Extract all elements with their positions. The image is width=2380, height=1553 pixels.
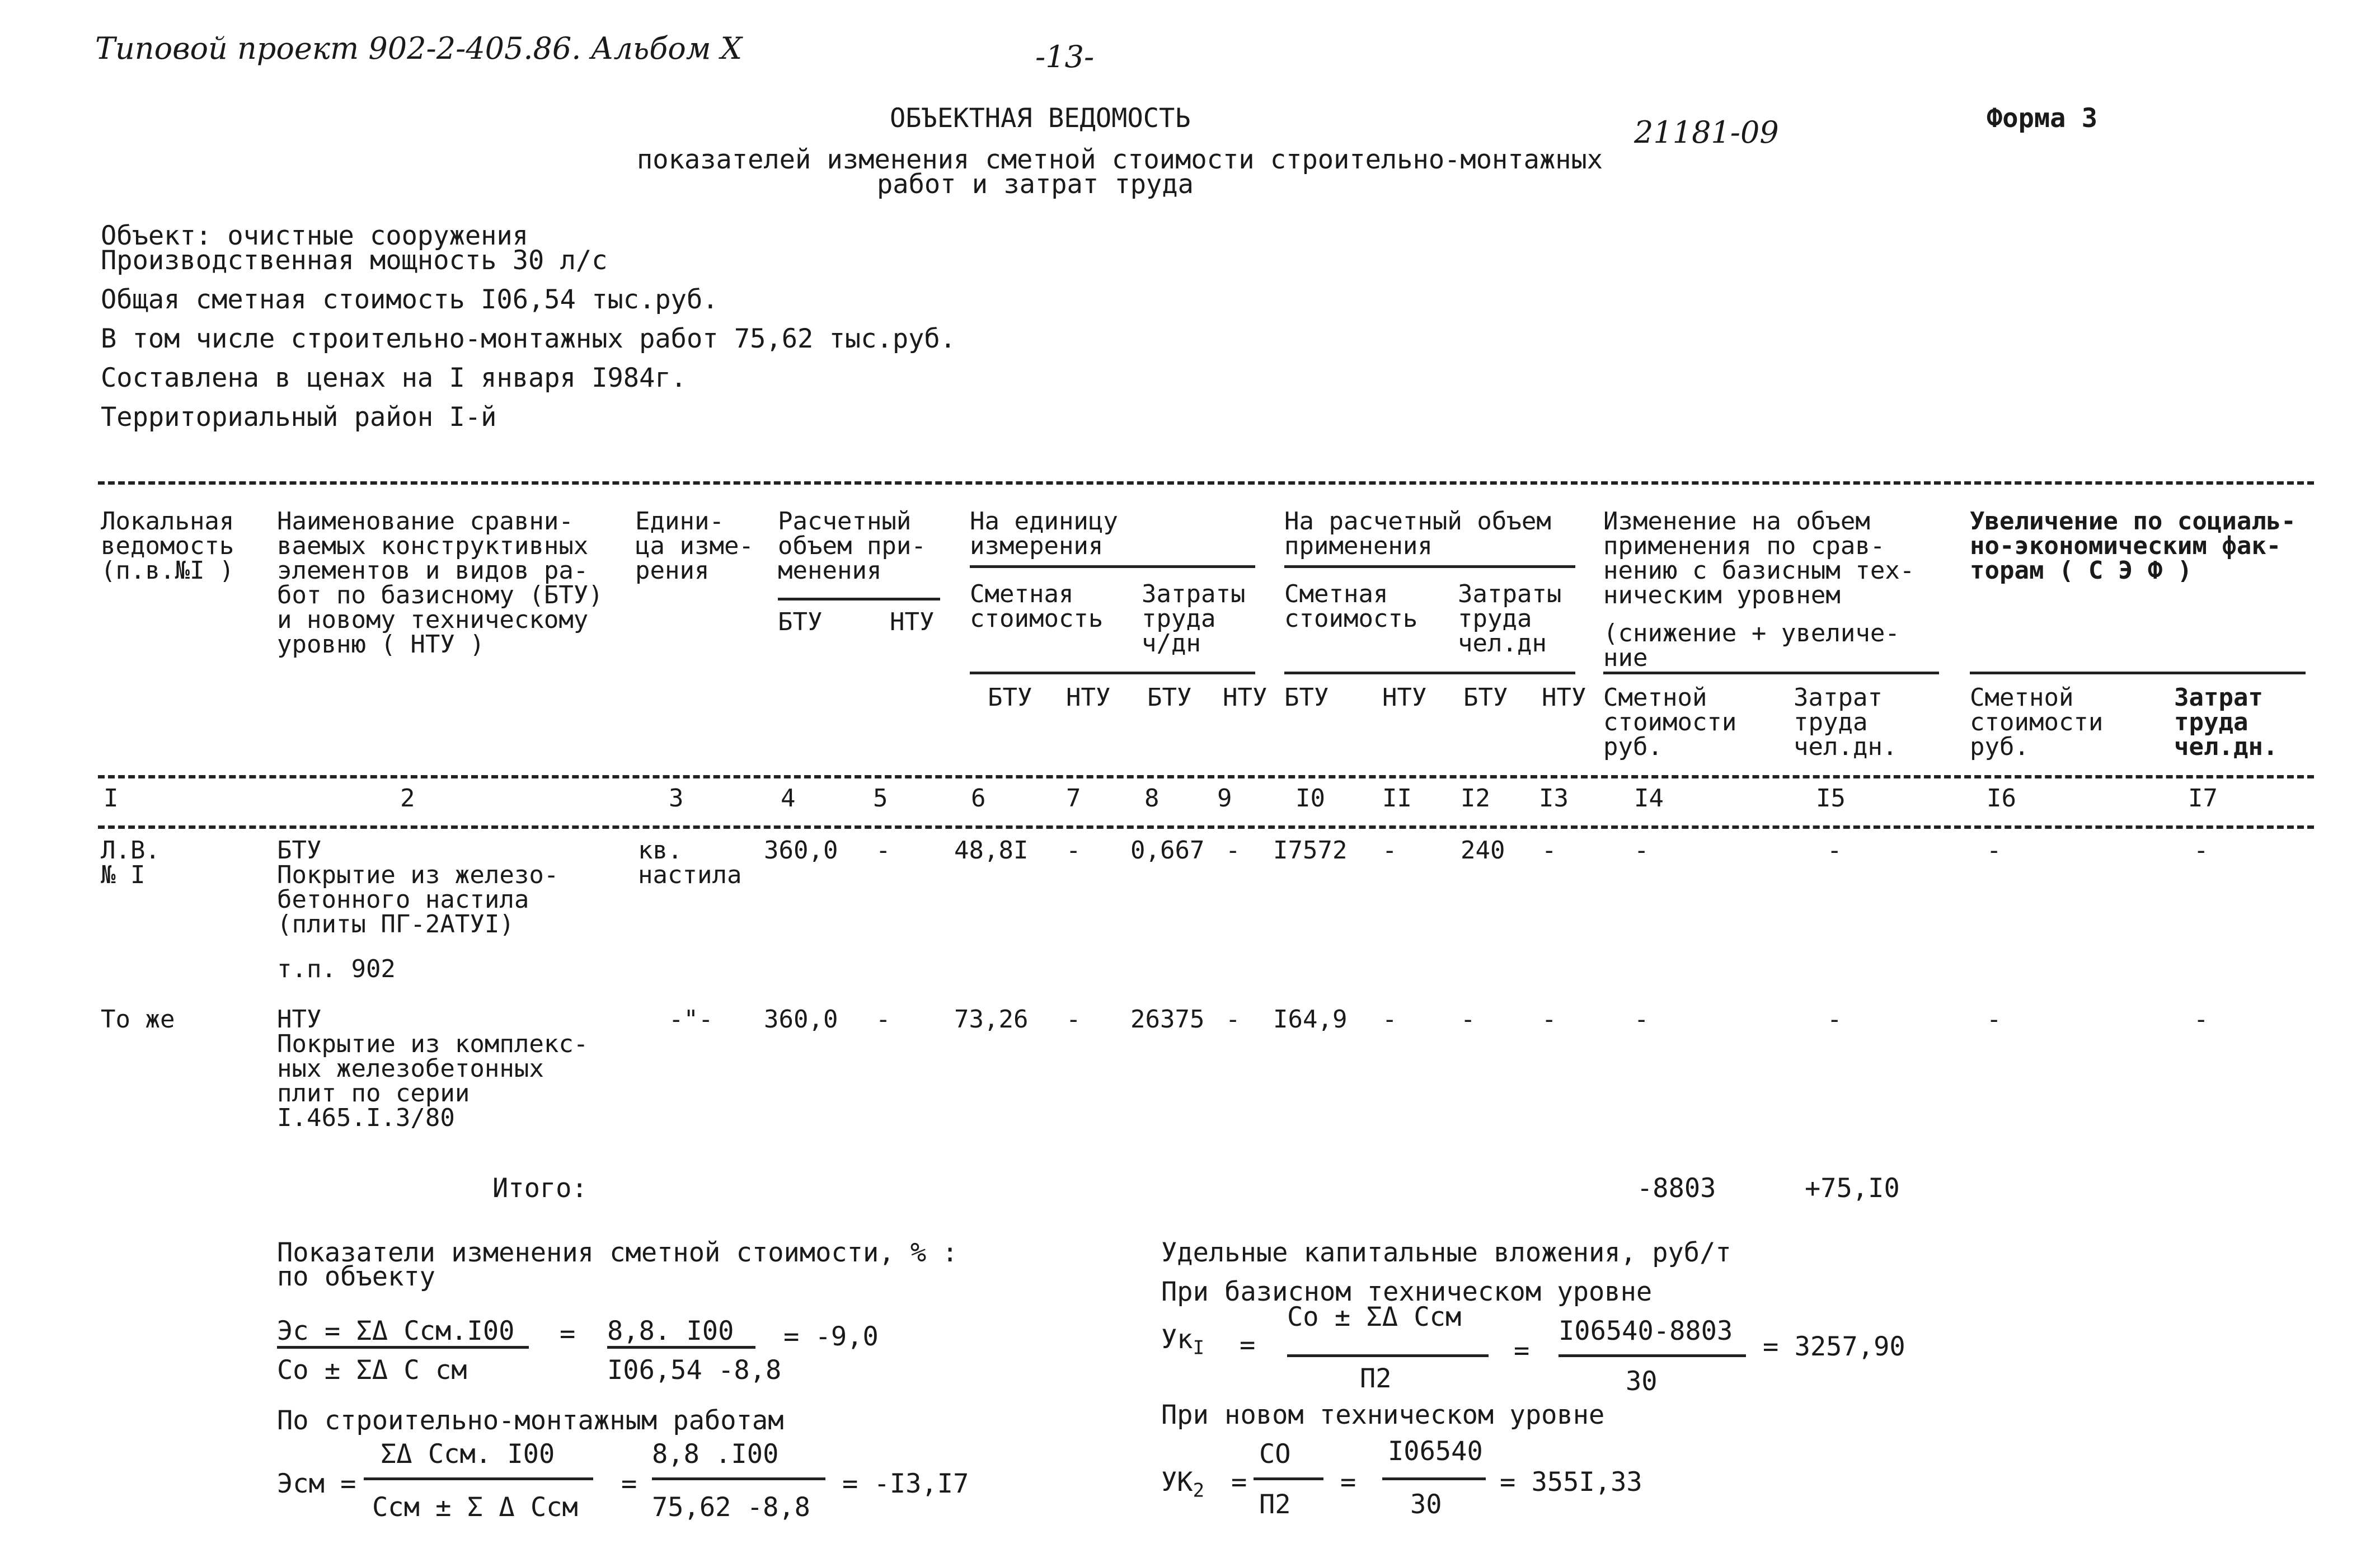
col-num-3: 3 (669, 784, 684, 813)
indicators-title: Показатели изменения сметной стоимости, % : (277, 1237, 958, 1268)
project-reference: Типовой проект 902-2-405.86. Альбом X (95, 31, 743, 66)
f1-fraction-bar-2 (607, 1346, 755, 1349)
f3-lhs: $Ук_I$ (1161, 1324, 1205, 1359)
f2-fraction-bar-2 (652, 1477, 825, 1480)
row1-col11: - (1382, 836, 1397, 865)
header-change-note: (снижение + увеличе- ние (1603, 619, 1900, 672)
header-col5-ntu: НТУ (890, 608, 935, 636)
col-num-17: I7 (2188, 784, 2218, 813)
header-col16: Сметной стоимости руб. (1970, 683, 2104, 761)
header-change: Изменение на объем применения по срав- нению с базисным тех- ническим уровнем (1603, 507, 1915, 609)
row2-element-name: НТУ Покрытие из комплекс- ных железобетонных плит по серии I.465.I.3/80 (277, 1005, 589, 1132)
document-number: 21181-09 (1634, 115, 1779, 150)
f4-denominator-2: 30 (1410, 1489, 1442, 1520)
col-num-15: I5 (1816, 784, 1846, 813)
f4-result: = 355I,33 (1500, 1467, 1642, 1498)
col-num-9: 9 (1217, 784, 1232, 813)
col-num-1: I (104, 784, 119, 813)
info-smr-cost: В том числе строительно-монтажных работ 75,62 тыс.руб. (101, 323, 956, 354)
info-prices: Составлена в ценах на I января I984г. (101, 363, 687, 393)
row1-col6: 48,8I (954, 836, 1029, 865)
header-rule-total-2 (1284, 672, 1575, 674)
row2-col14: - (1634, 1005, 1649, 1034)
row2-unit: -"- (669, 1005, 713, 1034)
row1-note: т.п. 902 (277, 955, 396, 983)
row1-col16: - (1987, 836, 2002, 865)
header-per-unit-cost: Сметная стоимость (970, 580, 1104, 633)
info-object: Объект: очистные сооружения (101, 220, 529, 251)
col-num-10: I0 (1295, 784, 1325, 813)
header-rule-volume (778, 598, 940, 600)
row2-col11: - (1382, 1005, 1397, 1034)
header-bottom-border (98, 775, 2314, 778)
header-per-unit: На единицу измерения (970, 507, 1118, 560)
row1-element-name: БТУ Покрытие из железо- бетонного настила (плиты ПГ-2АТУI) (277, 836, 559, 939)
col-num-7: 7 (1066, 784, 1081, 813)
doc-subtitle-2: работ и затрат труда (877, 169, 1194, 200)
page-number: -13- (1035, 39, 1095, 74)
row1-col12: 240 (1461, 836, 1505, 865)
header-rule-per-unit-2 (970, 672, 1255, 674)
header-local-sheet: Локальная ведомость (п.в.№I ) (101, 507, 234, 585)
total-col15: +75,I0 (1805, 1173, 1900, 1204)
row1-col13: - (1542, 836, 1557, 865)
doc-title: ОБЪЕКТНАЯ ВЕДОМОСТЬ (890, 103, 1191, 134)
row2-col6: 73,26 (954, 1005, 1029, 1034)
f4-numerator: СО (1259, 1439, 1291, 1470)
row2-local-sheet: То же (101, 1005, 175, 1034)
header-c11: НТУ (1382, 683, 1427, 712)
row2-col4: 360,0 (764, 1005, 838, 1034)
row2-col15: - (1827, 1005, 1842, 1034)
header-c12: БТУ (1463, 683, 1508, 712)
col-num-2: 2 (400, 784, 415, 813)
header-c13: НТУ (1542, 683, 1586, 712)
indicators-subtitle: по объекту (277, 1261, 435, 1292)
f4-numerator-2: I06540 (1388, 1436, 1483, 1467)
col-num-6: 6 (971, 784, 986, 813)
header-c9: НТУ (1223, 683, 1268, 712)
row2-col10: I64,9 (1273, 1005, 1348, 1034)
f3-result: = 3257,90 (1763, 1331, 1905, 1362)
f2-lhs: Эсм = (277, 1468, 356, 1499)
capital-title: Удельные капитальные вложения, руб/т (1161, 1237, 1731, 1268)
f2-denominator-2: 75,62 -8,8 (652, 1492, 810, 1523)
row2-col16: - (1987, 1005, 2002, 1034)
f2-denominator: Ссм ± Σ Δ Ссм (372, 1492, 578, 1523)
col-num-13: I3 (1539, 784, 1569, 813)
form-label: Форма 3 (1987, 103, 2098, 134)
header-element-name: Наименование сравни- ваемых конструктивных элементов и видов ра- бот по базисному (БТУ) и новому техническому уровню ( НТУ ) (277, 507, 603, 659)
header-c8: БТУ (1147, 683, 1192, 712)
f2-numerator: ΣΔ Ссм. I00 (381, 1439, 555, 1470)
header-calc-volume-total: На расчетный объем применения (1284, 507, 1551, 560)
col-num-8: 8 (1144, 784, 1160, 813)
row1-col17: - (2194, 836, 2209, 865)
f1-result: = -9,0 (783, 1321, 879, 1352)
col-num-5: 5 (873, 784, 888, 813)
f1-denominator-2: I06,54 -8,8 (607, 1355, 782, 1386)
f3-equals-2: = (1514, 1335, 1530, 1366)
row2-col17: - (2194, 1005, 2209, 1034)
header-total-labor: Затраты труда чел.дн (1458, 580, 1562, 658)
f1-denominator: Со ± ΣΔ С см (277, 1355, 467, 1386)
f2-equals: = (621, 1468, 637, 1499)
f4-fraction-bar (1254, 1477, 1323, 1480)
col-num-4: 4 (781, 784, 796, 813)
row1-col14: - (1634, 836, 1649, 865)
col-numbers-bottom-border (98, 825, 2314, 829)
row2-col12: - (1461, 1005, 1476, 1034)
f4-fraction-bar-2 (1382, 1477, 1486, 1480)
row1-unit: кв. настила (638, 836, 742, 889)
f4-equals: = (1231, 1467, 1247, 1498)
table-top-border (98, 481, 2314, 485)
header-rule-per-unit (970, 565, 1255, 568)
row1-col15: - (1827, 836, 1842, 865)
row2-col9: - (1226, 1005, 1241, 1034)
new-level-label: При новом техническом уровне (1161, 1400, 1605, 1430)
f1-numerator: Эс = ΣΔ Ссм.I00 (277, 1316, 515, 1346)
row2-col13: - (1542, 1005, 1557, 1034)
f2-fraction-bar (364, 1477, 593, 1480)
header-col15: Затрат труда чел.дн. (1794, 683, 1898, 761)
header-c7: НТУ (1066, 683, 1111, 712)
smr-title: По строительно-монтажным работам (277, 1405, 784, 1436)
f3-fraction-bar-2 (1558, 1354, 1746, 1357)
doc-subtitle-1: показателей изменения сметной стоимости строительно-монтажных (637, 144, 1603, 175)
row1-col8: 0,667 (1130, 836, 1205, 865)
col-num-12: I2 (1461, 784, 1490, 813)
header-per-unit-labor: Затраты труда ч/дн (1142, 580, 1246, 658)
row2-col7: - (1066, 1005, 1081, 1034)
header-col17: Затрат труда чел.дн. (2174, 683, 2278, 761)
f1-fraction-bar (277, 1346, 529, 1349)
header-c6: БТУ (988, 683, 1032, 712)
f3-numerator: Со ± ΣΔ Ссм (1287, 1302, 1462, 1333)
f2-numerator-2: 8,8 .I00 (652, 1439, 779, 1470)
header-col4-btu: БТУ (778, 608, 823, 636)
row2-col8: 26375 (1130, 1005, 1205, 1034)
header-calc-volume: Расчетный объем при- менения (778, 507, 926, 585)
header-col14: Сметной стоимости руб. (1603, 683, 1737, 761)
row1-col5: - (876, 836, 891, 865)
header-unit: Едини- ца изме- рения (635, 507, 754, 585)
total-col14: -8803 (1637, 1173, 1716, 1204)
info-region: Территориальный район I-й (101, 402, 497, 433)
f4-denominator: П2 (1259, 1489, 1291, 1520)
col-num-14: I4 (1634, 784, 1664, 813)
row1-col4: 360,0 (764, 836, 838, 865)
row1-local-sheet: Л.В. № I (101, 836, 160, 889)
f3-equals: = (1240, 1330, 1256, 1360)
row1-col9: - (1226, 836, 1241, 865)
total-label: Итого: (492, 1173, 588, 1204)
header-c10: БТУ (1284, 683, 1329, 712)
header-rule-change (1603, 672, 1939, 674)
basic-level-label: При базисном техническом уровне (1161, 1277, 1653, 1307)
col-num-11: II (1382, 784, 1412, 813)
f3-denominator-2: 30 (1626, 1366, 1658, 1397)
row2-col5: - (876, 1005, 891, 1034)
info-total-cost: Общая сметная стоимость I06,54 тыс.руб. (101, 284, 719, 315)
header-total-cost: Сметная стоимость (1284, 580, 1418, 633)
f4-lhs: $УК_2$ (1161, 1467, 1205, 1502)
info-capacity: Производственная мощность 30 л/с (101, 245, 608, 276)
header-sef: Увеличение по социаль- но-экономическим фак- торам ( С Э Ф ) (1970, 507, 2296, 585)
f3-fraction-bar (1287, 1354, 1489, 1357)
row1-col10: I7572 (1273, 836, 1348, 865)
col-num-16: I6 (1987, 784, 2016, 813)
f3-numerator-2: I06540-8803 (1558, 1316, 1733, 1346)
f1-numerator-2: 8,8. I00 (607, 1316, 734, 1346)
header-rule-total (1284, 565, 1575, 568)
row1-col7: - (1066, 836, 1081, 865)
f4-equals-2: = (1340, 1467, 1356, 1498)
f2-result: = -I3,I7 (842, 1468, 969, 1499)
header-rule-sef (1970, 672, 2306, 674)
f3-denominator: П2 (1360, 1363, 1392, 1394)
f1-equals: = (560, 1319, 576, 1349)
